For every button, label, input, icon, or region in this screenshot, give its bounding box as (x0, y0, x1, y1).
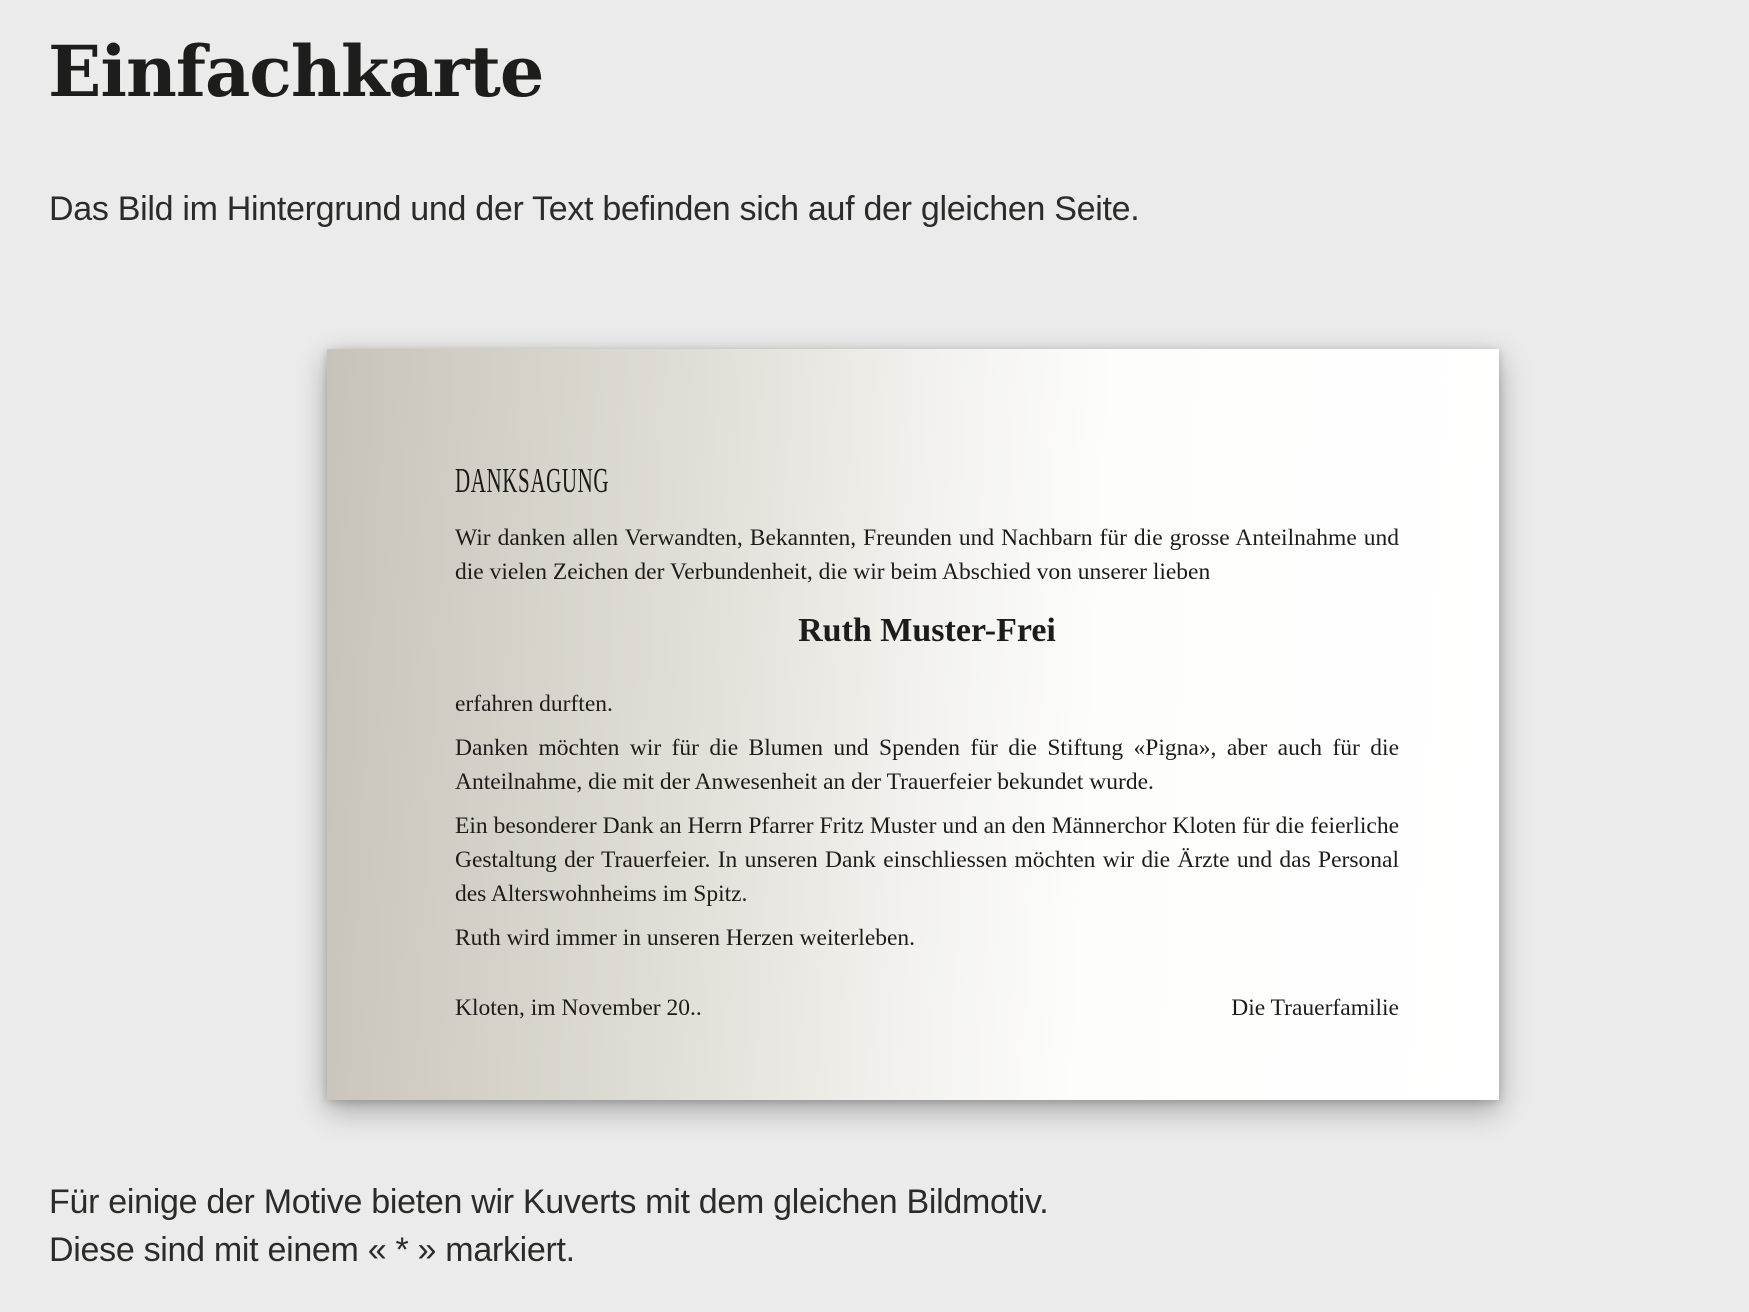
card-heading: DANKSAGUNG (455, 461, 610, 500)
page-title: Einfachkarte (48, 30, 544, 113)
footer-note-line2: Diese sind mit einem « * » markiert. (49, 1231, 575, 1269)
card-paragraph-besonderer-dank: Ein besonderer Dank an Herrn Pfarrer Fritz Muster und an den Männerchor Kloten für die feierliche Gestaltung der Trauerfeier. In unseren Dank einschliessen möchten wir die Ärzte und das Personal des Alterswohnheims im Spitz. (455, 813, 1399, 907)
card-paragraph-erfahren: erfahren durften. (455, 691, 613, 717)
page-subtitle: Das Bild im Hintergrund und der Text befinden sich auf der gleichen Seite. (49, 190, 1140, 228)
memorial-card-preview (327, 349, 1499, 1100)
footer-note-line1: Für einige der Motive bieten wir Kuverts mit dem gleichen Bildmotiv. (49, 1183, 1049, 1221)
card-content (455, 349, 1399, 1025)
card-paragraph-herzen: Ruth wird immer in unseren Herzen weiterleben. (455, 925, 916, 951)
footer-note (49, 1178, 1048, 1274)
deceased-name: Ruth Muster-Frei (798, 612, 1056, 649)
card-footer-row (455, 991, 1399, 1025)
card-paragraph-intro: Wir danken allen Verwandten, Bekannten, Freunden und Nachbarn für die grosse Anteilnahme und die vielen Zeichen der Verbundenheit, die wir beim Abschied von unserer lieben (455, 525, 1399, 585)
card-paragraph-danken: Danken möchten wir für die Blumen und Spenden für die Stiftung «Pigna», aber auch für die Anteilnahme, die mit der Anwesenheit an der Trauerfeier bekundet wurde. (455, 735, 1399, 795)
card-place-date: Kloten, im November 20.. (455, 995, 702, 1021)
card-signature: Die Trauerfamilie (1231, 995, 1399, 1021)
